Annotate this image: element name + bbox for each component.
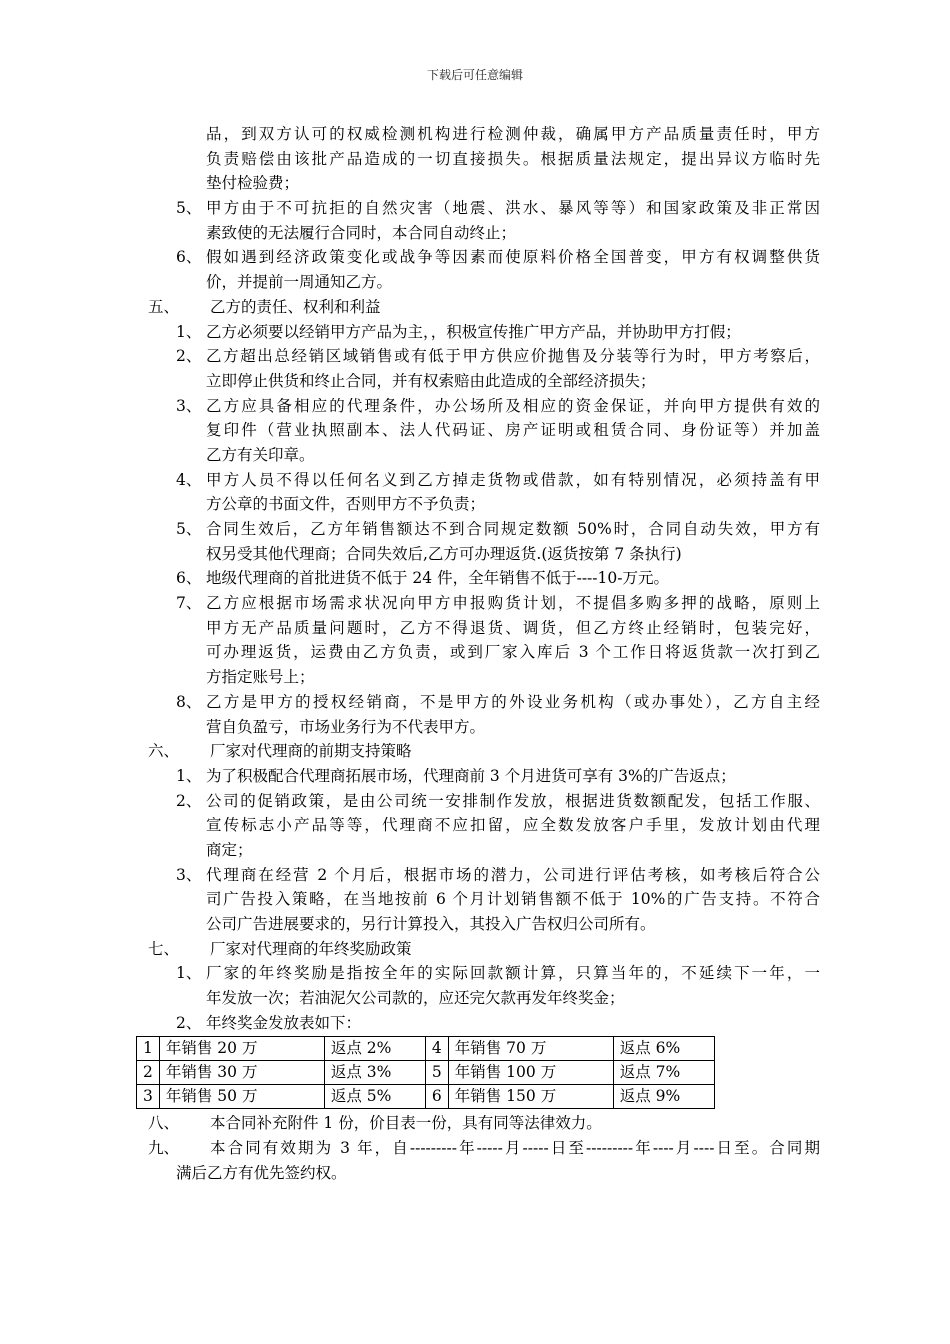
list-item-line: 立即停止供货和终止合同，并有权索赔由此造成的全部经济损失； xyxy=(206,371,656,390)
section-number: 七、 xyxy=(148,939,180,958)
table-cell: 1 xyxy=(137,1037,160,1061)
list-item-line: 甲方无产品质量问题时，乙方不得退货、调货，但乙方终止经销时，包装完好， xyxy=(206,618,820,637)
table-cell: 返点 6% xyxy=(613,1037,714,1061)
list-item-line: 复印件（营业执照副本、法人代码证、房产证明或租赁合同、身份证等）并加盖 xyxy=(206,421,820,440)
table-cell: 5 xyxy=(425,1061,448,1085)
item-number: 5、 xyxy=(176,520,202,538)
table-cell: 4 xyxy=(425,1037,448,1061)
item-number: 6、 xyxy=(176,248,202,267)
item-number: 1、 xyxy=(176,766,202,785)
item-number: 6、 xyxy=(176,569,202,588)
item-number: 2、 xyxy=(176,1013,202,1032)
list-item: 6、 假如遇到经济政策变化或战争等因素而使原料价格全国普变，甲方有权调整供货 xyxy=(140,245,820,270)
list-item: 2、 乙方超出总经销区域销售或有低于甲方供应价抛售及分装等行为时，甲方考察后， xyxy=(140,344,820,369)
table-cell: 6 xyxy=(425,1085,448,1109)
list-item-line: 方公章的书面文件，否则甲方不予负责； xyxy=(206,495,486,514)
table-cell: 3 xyxy=(137,1085,160,1109)
table-cell: 返点 9% xyxy=(613,1085,714,1109)
table-cell: 年销售 20 万 xyxy=(159,1037,324,1061)
list-item-line: 营自负盈亏，市场业务行为不代表甲方。 xyxy=(206,717,486,736)
table-cell: 年销售 150 万 xyxy=(448,1085,613,1109)
table-cell: 年销售 50 万 xyxy=(159,1085,324,1109)
table-cell: 年销售 30 万 xyxy=(159,1061,324,1085)
section-number: 八、 xyxy=(148,1114,180,1133)
list-item-line: 年发放一次；若油泥欠公司款的，应还完欠款再发年终奖金； xyxy=(206,989,625,1008)
section-heading xyxy=(140,739,820,764)
section-line: 满后乙方有优先签约权。 xyxy=(176,1163,347,1182)
list-item: 1、 乙方必须要以经销甲方产品为主，，积极宣传推广甲方产品，并协助甲方打假； xyxy=(140,320,820,345)
section-title: 乙方的责任、权利和利益 xyxy=(210,297,381,316)
section-heading xyxy=(140,295,820,320)
section-title: 厂家对代理商的前期支持策略 xyxy=(210,742,412,761)
item-number: 4、 xyxy=(176,470,202,489)
list-item-line: 价，并提前一周通知乙方。 xyxy=(206,273,393,292)
section-heading xyxy=(140,937,820,962)
list-item-line: 可办理返货，运费由乙方负责，或到厂家入库后 3 个工作日将返货款一次打到乙 xyxy=(206,643,820,662)
item-number: 3、 xyxy=(176,396,202,415)
list-item: 1、 厂家的年终奖励是指按全年的实际回款额计算，只算当年的，不延续下一年，一 xyxy=(140,961,820,986)
section-heading: 八、 本合同补充附件 1 份，价目表一份，具有同等法律效力。 xyxy=(140,1111,820,1136)
item-number: 5、 xyxy=(176,199,202,218)
list-item: 7、 乙方应根据市场需求状况向甲方申报购货计划，不提倡多购多押的战略，原则上 xyxy=(140,591,820,616)
item-number: 7、 xyxy=(176,594,202,613)
table-cell: 返点 2% xyxy=(324,1037,425,1061)
table-cell: 年销售 70 万 xyxy=(448,1037,613,1061)
item-number: 3、 xyxy=(176,865,202,884)
list-item-line: 素致使的无法履行合同时，本合同自动终止； xyxy=(206,223,517,242)
list-item: 1、 为了积极配合代理商拓展市场，代理商前 3 个月进货可享有 3%的广告返点； xyxy=(140,764,820,789)
list-item-line: 方指定账号上； xyxy=(206,668,315,687)
continuation-line: 品，到双方认可的权威检测机构进行检测仲裁，确属甲方产品质量责任时，甲方 xyxy=(206,125,820,143)
list-item: 5、 甲方由于不可抗拒的自然灾害（地震、洪水、暴风等等）和国家政策及非正常因 xyxy=(140,196,820,221)
table-cell: 返点 5% xyxy=(324,1085,425,1109)
table-row xyxy=(137,1061,715,1085)
section-heading: 九、 本合同有效期为 3 年，自---------年-----月-----日至---------年----月----日至。合同期 xyxy=(140,1136,820,1161)
section-number: 六、 xyxy=(148,742,180,761)
continuation-line: 垫付检验费； xyxy=(206,174,300,193)
list-item-line: 司广告投入策略，在当地按前 6 个月计划销售额不低于 10%的广告支持。不符合 xyxy=(206,890,820,909)
table-row xyxy=(137,1037,715,1061)
item-number: 1、 xyxy=(176,322,202,341)
table-row xyxy=(137,1085,715,1109)
item-number: 1、 xyxy=(176,964,202,983)
list-item: 2、 公司的促销政策，是由公司统一安排制作发放，根据进货数额配发，包括工作服、 xyxy=(140,789,820,814)
list-item-line: 公司广告进展要求的，另行计算投入，其投入广告权归公司所有。 xyxy=(206,915,656,933)
item-number: 2、 xyxy=(176,347,202,366)
item-number: 2、 xyxy=(176,791,202,810)
section-number: 五、 xyxy=(148,297,180,316)
list-item-line: 宣传标志小产品等等，代理商不应扣留，应全数发放客户手里，发放计划由代理 xyxy=(206,816,820,835)
list-item: 6、 地级代理商的首批进货不低于 24 件，全年销售不低于----10-万元。 xyxy=(140,566,820,591)
table-cell: 返点 7% xyxy=(613,1061,714,1085)
page-header: 下载后可任意编辑 xyxy=(426,68,523,82)
list-item: 2、 年终奖金发放表如下： xyxy=(140,1011,820,1036)
list-item-line: 商定； xyxy=(206,840,253,859)
table-cell: 2 xyxy=(137,1061,160,1085)
document-body xyxy=(140,122,820,1186)
section-title: 厂家对代理商的年终奖励政策 xyxy=(210,939,412,958)
list-item-line: 乙方有关印章。 xyxy=(206,445,315,464)
list-item-line: 权另受其他代理商；合同失效后,乙方可办理返货.(返货按第 7 条执行) xyxy=(206,544,682,563)
item-number: 8、 xyxy=(176,692,202,711)
list-item: 5、 合同生效后，乙方年销售额达不到合同规定数额 50%时，合同自动失效，甲方有 xyxy=(140,517,820,542)
list-item: 3、 乙方应具备相应的代理条件，办公场所及相应的资金保证，并向甲方提供有效的 xyxy=(140,394,820,419)
list-item: 8、 乙方是甲方的授权经销商，不是甲方的外设业务机构（或办事处），乙方自主经 xyxy=(140,690,820,715)
table-cell: 返点 3% xyxy=(324,1061,425,1085)
continuation-line: 负责赔偿由该批产品造成的一切直接损失。根据质量法规定，提出异议方临时先 xyxy=(206,149,820,168)
bonus-table xyxy=(136,1036,715,1109)
section-number: 九、 xyxy=(148,1139,180,1158)
list-item: 3、 代理商在经营 2 个月后，根据市场的潜力，公司进行评估考核，如考核后符合公 xyxy=(140,863,820,888)
table-cell: 年销售 100 万 xyxy=(448,1061,613,1085)
list-item: 4、 甲方人员不得以任何名义到乙方掉走货物或借款，如有特别情况，必须持盖有甲 xyxy=(140,468,820,493)
